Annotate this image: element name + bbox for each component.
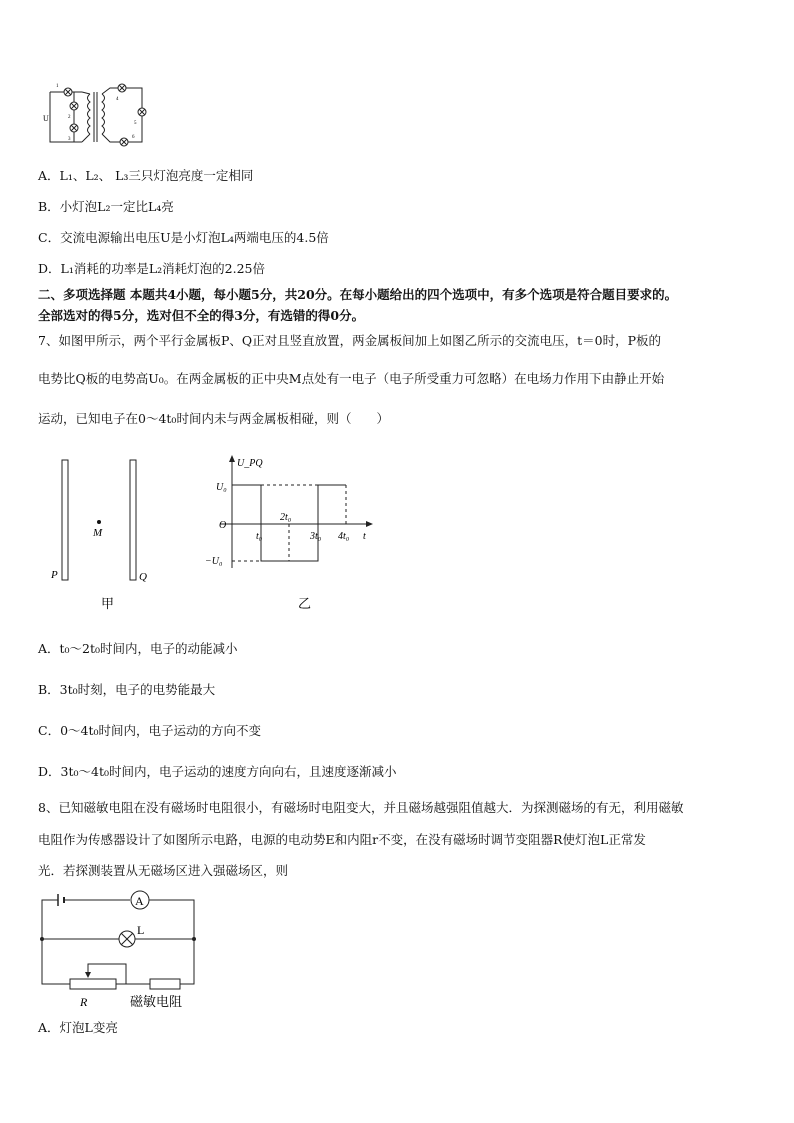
- q7-option-a: A．t₀～2t₀时间内，电子的动能减小: [38, 641, 238, 656]
- section2-heading-line1: 二、多项选择题 本题共4小题，每小题5分，共20分。在每小题给出的四个选项中，有多个选项是符合题目要求的。: [38, 287, 678, 302]
- bulb-label-2: 2: [68, 115, 71, 120]
- section2-heading-line2: 全部选对的得5分，选对但不全的得3分，有选错的得0分。: [38, 308, 365, 323]
- neg-u0-label: −U₀: [205, 556, 223, 567]
- q6-option-b: B．小灯泡L₂一定比L₄亮: [38, 199, 174, 214]
- label-p: P: [51, 569, 58, 581]
- q7-stem-line3: 运动，已知电子在0～4t₀时间内未与两金属板相碰，则（ ）: [38, 411, 389, 426]
- q6-option-a: A．L₁、L₂、 L₃三只灯泡亮度一定相同: [38, 168, 254, 183]
- q8-option-a: A．灯泡L变亮: [38, 1020, 118, 1035]
- q7-stem-line1: 7、如图甲所示，两个平行金属板P、Q正对且竖直放置，两金属板间加上如图乙所示的交流电压，t＝0时，P板的: [38, 333, 662, 348]
- caption-jia: 甲: [101, 596, 115, 611]
- label-m: M: [93, 527, 103, 539]
- bulb-label-3: 3: [68, 137, 71, 142]
- q8-stem-line3: 光．若探测装置从无磁场区进入强磁场区，则: [38, 863, 289, 878]
- transformer-circuit-figure: [42, 80, 157, 152]
- q6-option-d: D．L₁消耗的功率是L₂消耗灯泡的2.25倍: [38, 261, 265, 276]
- bulb-label-4: 4: [116, 97, 119, 102]
- voltage-time-graph: [200, 452, 390, 617]
- ammeter-label: A: [135, 894, 144, 908]
- bulb-label-6: 6: [132, 135, 135, 140]
- sensor-circuit-figure: [36, 888, 206, 1010]
- y-axis-label: U_PQ: [237, 458, 263, 469]
- caption-yi: 乙: [298, 596, 312, 611]
- parallel-plates-figure: [40, 452, 170, 617]
- bulb-label-1: 1: [56, 84, 59, 89]
- tick-3t0: 3t₀: [310, 531, 322, 542]
- q6-option-c: C．交流电源输出电压U是小灯泡L₄两端电压的4.5倍: [38, 230, 329, 245]
- label-q: Q: [139, 571, 147, 583]
- t-axis-label: t: [363, 531, 366, 542]
- q8-stem-line2: 电阻作为传感器设计了如图所示电路，电源的电动势E和内阻r不变，在没有磁场时调节变阻器R使灯泡L正常发: [38, 832, 646, 847]
- lamp-label: L: [137, 923, 145, 937]
- origin-label: O: [219, 520, 227, 531]
- q7-option-d: D．3t₀～4t₀时间内，电子运动的速度方向向右，且速度逐渐减小: [38, 764, 397, 779]
- tick-t0: t₀: [256, 531, 263, 542]
- q8-stem-line1: 8、已知磁敏电阻在没有磁场时电阻很小，有磁场时电阻变大，并且磁场越强阻值越大．为探测磁场的有无，利用磁敏: [38, 800, 684, 815]
- tick-4t0: 4t₀: [338, 531, 350, 542]
- q7-option-c: C．0～4t₀时间内，电子运动的方向不变: [38, 723, 262, 738]
- voltage-label: U: [43, 114, 49, 123]
- bulb-label-5: 5: [134, 121, 137, 126]
- rheostat-label: R: [80, 995, 88, 1009]
- point-m: [97, 520, 101, 524]
- q7-stem-line2: 电势比Q板的电势高U₀。在两金属板的正中央M点处有一电子（电子所受重力可忽略）在电场力作用下由静止开始: [38, 371, 665, 386]
- u0-label: U₀: [216, 482, 227, 493]
- sensor-label: 磁敏电阻: [130, 994, 183, 1009]
- q7-option-b: B．3t₀时刻，电子的电势能最大: [38, 682, 216, 697]
- tick-2t0: 2t₀: [280, 512, 292, 523]
